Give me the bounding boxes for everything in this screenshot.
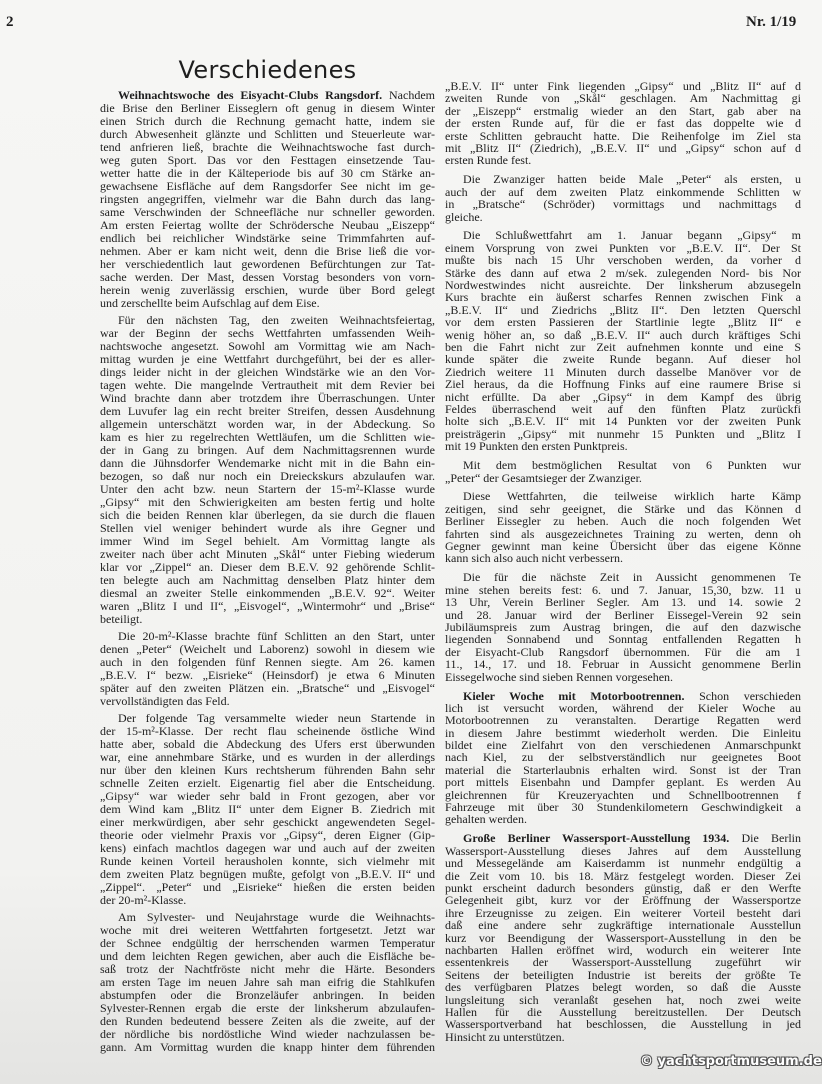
text-run: Die Berlin (729, 831, 802, 846)
text-line: holte sich „B.E.V. II“ mit 14 Punkten vor der zweiten Punk (445, 414, 801, 429)
text-line: der nördliche bis nordöstliche Wind wieder nachzulassen be- (100, 1027, 435, 1041)
text-line: preisträgerin „Gipsy“ mit nunmehr 15 Punkten und „Blitz I (445, 426, 801, 441)
text-line: der ersten Runde auf, für die er fast das doppelte wie d (445, 116, 801, 131)
text-line: „Gipsy“ mit den Schwierigkeiten am besten fertig und holte (100, 495, 435, 509)
text-line: fahrten sind als ausgezeichnetes Training zu werten, denn oh (445, 526, 801, 541)
text-line: und dem leichten Regen gewichen, aber auch die Eisfläche be- (100, 949, 435, 963)
text-line: Die Zwanziger hatten beide Male „Peter“ als ersten, u (463, 172, 801, 187)
text-line: „B.E.V. II“ unter Fink liegenden „Gipsy“ und „Blitz II“ auf d (445, 79, 801, 93)
text-line: klar vor „Zippel“ an. Dieser dem B.E.V. 92 gehörende Schlit- (100, 560, 435, 574)
text-line: Mit dem bestmöglichen Resultat von 6 Punkten wur (463, 458, 801, 473)
text-line: wetter hatte die in der Kälteperiode bis auf 30 cm Stärke an- (100, 166, 435, 180)
paragraph (100, 911, 435, 1054)
text-line: gleiche. (445, 209, 483, 224)
text-line: ringsten angegriffen, vielmehr war die Bahn durch das lang- (100, 192, 435, 206)
text-line: tend anfrieren ließ, brachte die Weihnachtswoche fast durch- (100, 140, 435, 154)
text-line: Kurs brachte ein äußerst scharfes Rennen zwischen Fink a (445, 290, 801, 305)
text-line: port mittels Eisenbahn und Dampfer geplant. Es werden Au (445, 775, 801, 790)
text-line: her verschiedentlich laut gewordenen Befürchtungen zur Tat- (100, 257, 435, 271)
text-line: nachtswoche angesetzt. Sowohl am Vormittag wie am Nach- (100, 339, 435, 353)
text-line: ihre Erzeugnisse zu zeigen. Ein weiterer Vorteil besteht dari (445, 905, 801, 920)
paragraph-heading: Weihnachtswoche des Eisyacht-Clubs Rangsdorf. (118, 88, 383, 102)
text-line: und zerschellte beim Aufschlag auf dem Eise. (100, 296, 320, 310)
text-line: „Zippel“. „Peter“ und „Eisrieke“ hießen die ersten beiden (100, 880, 435, 894)
text-line: einer merkwürdigen, aber sehr geschickt angewendeten Segel- (100, 815, 435, 829)
text-line: durch Abwesenheit glänzte und Schlitten und Steuerleute war- (100, 127, 435, 141)
text-line: zweiten Runde von „Skål“ geschlagen. Am Nachmittag gi (445, 91, 801, 106)
left-text-column (100, 89, 435, 1058)
paragraph (445, 832, 801, 1043)
text-line: Die 20-m²-Klasse brachte fünf Schlitten an den Start, unter (118, 629, 435, 643)
paragraph (445, 229, 801, 452)
text-line: essentenkreis der Wassersport-Ausstellung zugeführt wir (445, 955, 801, 970)
text-line: wenig höher an, so daß „B.E.V. II“ auch durch kräftiges Schi (445, 327, 801, 342)
text-line: ten belegte auch am Nachmittag denselben Platz hinter dem (100, 573, 435, 587)
text-line: Seitens der beteiligten Industrie ist bereits der größte Te (445, 967, 801, 982)
watermark: © yachtsportmuseum.de (640, 1054, 822, 1069)
text-line: der Schnee endgültig der herrschenden warmen Temperatur (100, 936, 435, 950)
text-line: Ziel heraus, da die Hoffnung Finks auf eine raumere Brise si (445, 377, 801, 392)
text-line: gewachsene Eisfläche auf dem Rangsdorfer See nicht im ge- (100, 179, 435, 193)
text-line: Wassersportverband hat beschlossen, die Ausstellung in jed (445, 1017, 801, 1032)
text-line: allgemein unterschätzt worden war, in der Abdeckung. So (100, 417, 435, 431)
text-line: Wassersport-Ausstellung dieses Jahres auf dem Ausstellung (445, 843, 801, 858)
text-line: vor dem ersten Passieren der Startlinie legte „Blitz II“ e (445, 315, 801, 330)
text-line: mußte bis nach 15 Uhr verschoben werden, da vorher d (445, 253, 801, 268)
text-line: die Brise den Berliner Eisseglern oft genug in diesem Winter (100, 101, 435, 115)
text-line: dings leider nicht in der gleichen Windstärke wie an den Vor- (100, 365, 435, 379)
text-line: saß trotz der Nachtfröste nicht mehr die Härte. Besonders (100, 962, 435, 976)
text-line: bildet eine Zielfahrt von den verschiedenen Anmarschpunkt (445, 738, 801, 753)
text-line: der in Gang zu bringen. Auf dem Nachmittagsrennen wurde (100, 443, 435, 457)
text-line: gehalten werden. (445, 812, 527, 827)
text-line: Fahrzeuge mit über 30 Stundenkilometern Geschwindigkeit a (445, 800, 801, 815)
text-line: gann. Am Vormittag wurden die knapp hinter dem führenden (100, 1040, 435, 1054)
text-line: Gegner gewinnt man keine Übersicht über das eigene Könne (445, 539, 801, 554)
text-line: und 28. Januar wird der Berliner Eissegel-Verein 92 sein (445, 607, 801, 622)
text-line: dem Wind kam „Blitz II“ unter dem Eigner B. Ziedrich mit (100, 802, 435, 816)
text-line: war der Beginn der sechs Wettfahrten umfassenden Weih- (100, 326, 435, 340)
text-line: ben die Fahrt nicht zur Zeit aufnehmen konnte und eine S (445, 340, 801, 354)
text-line: Diese Wettfahrten, die teilweise wirklich harte Kämp (463, 489, 801, 504)
text-line: liegenden Sonnabend und Sonntag entfallenden Regatten h (445, 632, 801, 647)
issue-number: Nr. 1/19 (746, 14, 797, 30)
text-line: Nordwestwindes nicht ausreichte. Der linksherum abzusegeln (445, 278, 801, 293)
text-line: sache werden. Der Mast, dessen Vorstag besonders von vorn- (100, 270, 435, 284)
text-line: ersten Runde fest. (445, 153, 532, 168)
text-line: hatte aber, sobald die Abdeckung des Ufers erst überwunden (100, 737, 435, 751)
text-line: „Peter“ der Gesamtsieger der Zwanziger. (445, 470, 642, 485)
text-line: der Eisyacht-Club Rangsdorf übernommen. Für die am 1 (445, 644, 801, 659)
text-line: same Verschwinden der Schneefläche nur schneller geworden. (100, 205, 435, 219)
paragraph (100, 314, 435, 626)
paragraph (445, 80, 801, 167)
text-line: mit „Blitz II“ (Ziedrich), „B.E.V. II“ und „Gipsy“ schon auf d (445, 140, 801, 155)
text-line: der 15-m²-Klasse. Der recht flau scheinende östliche Wind (100, 724, 435, 738)
text-line: den Runden bedeutend bessere Zeiten als die zweite, auf der (100, 1014, 435, 1028)
text-line: kurz vor Beendigung der Wassersport-Ausstellung in den be (445, 930, 801, 945)
text-line: Berliner Eissegler zu heben. Auch die noch folgenden Wet (445, 514, 801, 529)
text-line: nicht erfüllte. Da aber „Gipsy“ in dem Kampf des übrig (445, 389, 801, 404)
text-line: Hallen für die Ausstellung bereitzustellen. Der Deutsch (445, 1004, 801, 1019)
text-line: „Gipsy“ war wieder sehr bald in Front gezogen, aber vor (100, 789, 435, 803)
text-line: die Zeit vom 10. bis 18. März festgelegt worden. Dieser Zei (445, 868, 801, 883)
text-line: Die Schlußwettfahrt am 1. Januar begann „Gipsy“ m (463, 228, 801, 243)
text-line: beteiligt. (100, 612, 143, 626)
text-line: auch in den folgenden fünf Rennen siegte. Am 26. kamen (100, 655, 435, 669)
text-line: Gelegenheit gibt, kurz vor der Eröffnung der Wassersportze (445, 893, 801, 908)
text-line: war, eine annehmbare Stärke, und es wurden in der allerdings (100, 750, 435, 764)
text-line: am ersten Tage im neuen Jahre sah man eifrig die Stahlkufen (100, 975, 435, 989)
text-line: waren „Blitz I und II“, „Eisvogel“, „Wintermohr“ und „Brise“ (100, 599, 435, 613)
text-line: zeitigen, sind sehr geeignet, die Stärke und das Können d (445, 501, 801, 516)
paragraph (445, 490, 801, 564)
text-line: der 20-m²-Klasse. (100, 893, 187, 907)
text-line: einem Vorsprung von zwei Punkten vor „B.E.V. II“. Der St (445, 240, 801, 255)
paragraph (100, 712, 435, 907)
text-line: bezogen, so daß nur noch ein Dreieckskurs abzulaufen war. (100, 469, 435, 483)
text-line: nach Kiel, zu der selbstverständlich nur geeignetes Boot (445, 750, 801, 765)
text-line: Motorbootrennen zu veranstalten. Derartige Regatten werd (445, 713, 801, 728)
text-line: dann die Jühnsdorfer Wendemarke nicht mit in die Bahn ein- (100, 456, 435, 470)
text-line: Am ersten Feiertag wollte der Schrödersche Neubau „Eiszepp“ (100, 218, 435, 232)
right-text-column (445, 80, 801, 1050)
text-line: in diesem Jahre bestimmt wiederholt werden. Die Einleitu (445, 725, 801, 740)
text-line: mittag wurden je eine Wettfahrt durchgeführt, bei der es aller- (100, 352, 435, 366)
paragraph (445, 690, 801, 826)
text-line: weg guten Sport. Das vor den Festtagen einsetzende Tau- (100, 153, 435, 167)
text-line: Hinsicht zu unterstützen. (445, 1029, 565, 1044)
text-line: Am Sylvester- und Neujahrstage wurde die Weihnachts- (118, 910, 435, 924)
text-line: lungsleitung sich veranlaßt gesehen hat, noch zwei weite (445, 992, 801, 1007)
text-line: punkt erscheint dadurch besonders günstig, daß er den Werfte (445, 880, 801, 895)
text-line: sich die beiden Rennen klar überlegen, da sie durch die flauen (100, 508, 435, 522)
text-line: nachbarten Hallen eröffnet wird, wodurch ein weiterer Inte (445, 942, 801, 957)
text-line: herein wenig zuverlässig erschien, wurde über Bord gelegt (100, 283, 435, 297)
text-line: endlich bei reichlicher Windstärke seine Trimmfahrten auf- (100, 231, 435, 245)
text-line: erste Schlitten gebraucht hatte. Die Reihenfolge im Ziel sta (445, 128, 801, 143)
text-line (445, 832, 801, 844)
text-line: vervollständigten das Feld. (100, 694, 230, 708)
text-line: diesmal an zweiter Stelle einkommenden „B.E.V. 92“. Weiter (100, 586, 435, 600)
text-line: Eissegelwoche sind sieben Rennen vorgesehen. (445, 669, 674, 684)
text-line: auch der auf dem zweiten Platz einkommende Schlitten w (445, 184, 801, 199)
text-line: immer Wind im Segel behielt. Am Vormittag langte als (100, 534, 435, 548)
text-line: in „Bratsche“ (Schröder) vormittags und nachmittags d (445, 197, 801, 212)
text-line: tagen wehte. Die mangelnde Vertrautheit mit dem Revier bei (100, 378, 435, 392)
text-run: Schon verschieden (684, 688, 801, 703)
text-line: Stellen viel weniger behindert wurde als ihre Gegner und (100, 521, 435, 535)
paragraph (445, 459, 801, 484)
text-line: mine stehen bereits fest: 6. und 7. Januar, 15,30, bzw. 11 u (445, 582, 801, 597)
text-line: Stärke des dann auf etwa 2 m/sek. zulegenden Nord- bis Nor (445, 265, 801, 280)
section-title: Verschiedenes (178, 56, 357, 84)
paragraph (445, 571, 801, 683)
text-line: denen „Peter“ (Weichelt und Laborenz) sowohl in diesem wie (100, 642, 435, 656)
text-line: nur über den kleinen Kurs rechtsherum führenden Bahn sehr (100, 763, 435, 777)
text-line: Feldes überraschend weit auf den fünften Platz zurückfi (445, 401, 801, 416)
text-line: später auf den zweiten Plätzen ein. „Bratsche“ und „Eisvogel“ (100, 681, 435, 695)
text-line: Ziedrich weitere 11 Minuten durch dasselbe Manöver vor de (445, 364, 801, 379)
text-line: und Messegelände am Kaiserdamm ist nunmehr endgültig a (445, 856, 801, 871)
text-line: material die Starterlaubnis erhalten wird. Sonst ist der Tran (445, 762, 801, 777)
text-line: mit 19 Punkten den ersten Punktpreis. (445, 439, 628, 454)
text-line: dem Luvufer lag ein recht breiter Streifen, dessen Ausdehnung (100, 404, 435, 418)
text-line: schnelle Zeiten erzielt. Eigenartig fiel aber die Entscheidung. (100, 776, 435, 790)
text-line: Für den nächsten Tag, den zweiten Weihnachtsfeiertag, (118, 313, 435, 327)
text-line: Runde keinen Vorteil herausholen konnte, sich vielmehr mit (100, 854, 435, 868)
text-run: Nachdem (382, 88, 435, 102)
text-line: theorie oder vielmehr Praxis vor „Gipsy“, deren Eigner (Gip- (100, 828, 435, 842)
text-line: gleichrennen für Kreuzeryachten und Schnellbootrennen f (445, 787, 801, 802)
text-line: „B.E.V. I“ bezw. „Eisrieke“ (Heinsdorf) je etwa 6 Minuten (100, 668, 435, 682)
text-line: zweiter nach über acht Minuten „Skål“ unter Fiebing wiederum (100, 547, 435, 561)
text-line: kann sich also auch nicht verbessern. (445, 551, 623, 566)
text-line: 13 Uhr, Verein Berliner Segler. Am 13. und 14. sowie 2 (445, 595, 801, 610)
text-line: Die für die nächste Zeit in Aussicht genommenen Te (463, 570, 801, 585)
text-line: Wind brachte dann aber trotzdem ihre Überraschungen. Unter (100, 391, 435, 405)
page-number: 2 (6, 14, 14, 30)
paragraph (100, 630, 435, 708)
paragraph (100, 89, 435, 310)
text-line: Sylvester-Rennen ergab die erste der linksherum abzulaufen- (100, 1001, 435, 1015)
text-line: lich ist versucht worden, während der Kieler Woche au (445, 700, 801, 715)
text-line: einen Strich durch die Rechnung gemacht hatte, indem sie (100, 114, 435, 128)
text-line: nehmen. Aber er kam nicht weit, denn die Brise ließ die vor- (100, 244, 435, 258)
text-line: dem zweiten Platz begnügen mußte, gefolgt von „B.E.V. II“ und (100, 867, 435, 881)
text-line: daß eine andere sehr zugkräftige internationale Ausstellun (445, 918, 801, 933)
paragraph-heading: Große Berliner Wassersport-Ausstellung 1934. (463, 831, 730, 846)
text-line: kam es hier zu regelrechten Wettläufen, um die Schlitten wie- (100, 430, 435, 444)
text-line: des verfügbaren Platzes belegt worden, so daß die Ausste (445, 980, 801, 995)
text-line: „B.E.V. II“ und Ziedrichs „Blitz II“. Den letzten Querschl (445, 302, 801, 317)
text-line: Unter den acht bzw. neun Startern der 15-m²-Klasse wurde (100, 482, 435, 496)
text-line: Jubiläumspreis zum Austrag bringen, die auf den dazwische (445, 619, 801, 634)
text-line: Der folgende Tag versammelte wieder neun Startende in (118, 711, 435, 725)
text-line: der „Eiszepp“ erstmalig wieder an den Start, gab aber na (445, 103, 801, 118)
text-line: kunde später die zweite Runde begann. Auf dieser hol (445, 352, 801, 367)
text-line: woche mit drei weiteren Wettfahrten fortgesetzt. Jetzt war (100, 923, 435, 937)
paragraph (445, 173, 801, 223)
text-line: kens) einfach machtlos dagegen war und auch auf der zweiten (100, 841, 435, 855)
text-line: 11., 14., 17. und 18. Februar in Aussicht genommene Berlin (445, 657, 801, 672)
paragraph-heading: Kieler Woche mit Motorbootrennen. (463, 688, 685, 703)
text-line: abstumpfen oder die Bronzeläufer anbringen. In beiden (100, 988, 435, 1002)
